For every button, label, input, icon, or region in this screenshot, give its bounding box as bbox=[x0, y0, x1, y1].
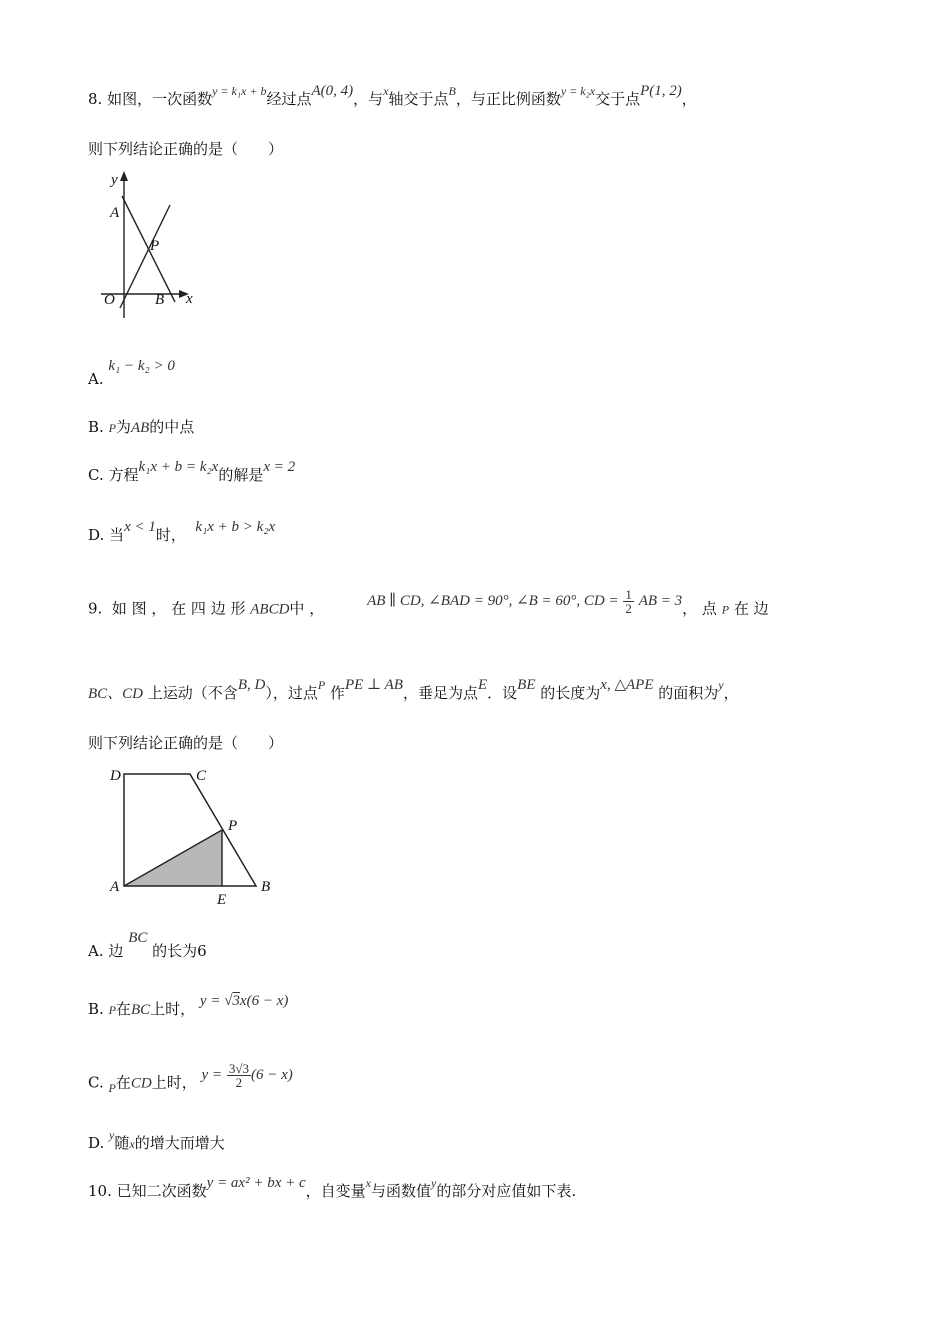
option-label: C. bbox=[88, 466, 104, 484]
q10-math: y bbox=[431, 1176, 437, 1190]
q10-quadratic-function: y = ax² + bx + c bbox=[206, 1175, 306, 1191]
q9-text: 如 图 ， 在 四 边 形 bbox=[111, 599, 246, 618]
q9-text: 在 边 bbox=[733, 599, 769, 618]
q9-math: P bbox=[317, 678, 326, 692]
q9-option-d-text: 的增大而增大 bbox=[134, 1134, 225, 1152]
q8-label-p: P bbox=[150, 238, 160, 254]
q9-math: P bbox=[721, 602, 730, 617]
q9-fraction bbox=[623, 588, 634, 615]
q10-text: ，自变量 bbox=[305, 1182, 366, 1200]
q8-option-c-text: 方程 bbox=[108, 466, 139, 484]
q9-figure bbox=[104, 764, 284, 910]
q8-y-arrow bbox=[120, 171, 128, 181]
q9-option-b-math: BC bbox=[130, 1002, 151, 1018]
q9-text: ， bbox=[723, 684, 739, 702]
q8-text: ，与 bbox=[353, 90, 384, 108]
q9-option-c-fraction bbox=[227, 1062, 251, 1089]
option-label: D. bbox=[88, 526, 105, 544]
q9-option-d-math: x bbox=[129, 1137, 135, 1151]
q8-option-b-math: P bbox=[108, 421, 116, 435]
q9-label-c: C bbox=[196, 768, 207, 784]
q9-option-d[interactable] bbox=[88, 1128, 225, 1155]
q9-option-c-math: P bbox=[108, 1080, 116, 1095]
q8-option-c-math: k₁x + b = k₂x bbox=[138, 459, 219, 475]
q9-stem-line1 bbox=[88, 587, 769, 623]
q9-stem-line3: 则下列结论正确的是（ ） bbox=[88, 734, 284, 752]
q9-option-a-math: BC bbox=[128, 930, 148, 946]
q9-math: PE ⊥ AB bbox=[344, 677, 403, 693]
q9-option-c-math: CD bbox=[130, 1075, 152, 1092]
q8-text: 交于点 bbox=[595, 90, 641, 108]
q8-label-b: B bbox=[155, 292, 165, 308]
q10-text: 已知二次函数 bbox=[116, 1182, 207, 1200]
q8-number: 8. bbox=[88, 90, 103, 108]
q9-fraction-num: 1 bbox=[625, 587, 632, 602]
q9-text: ．设 bbox=[487, 684, 518, 702]
q10-stem bbox=[88, 1175, 577, 1203]
q8-option-d-text: 当 bbox=[109, 526, 125, 544]
q9-option-d-math: y bbox=[109, 1128, 115, 1142]
q9-math: y bbox=[718, 678, 724, 692]
q10-text: 与函数值 bbox=[371, 1182, 432, 1200]
q8-linear-function: y = k₁x + b bbox=[212, 84, 267, 98]
q8-proportional-function: y = k₂x bbox=[560, 84, 596, 98]
q8-option-b-math: AB bbox=[130, 420, 150, 436]
q8-option-b-text: 的中点 bbox=[149, 418, 195, 436]
q9-text: ，垂足为点 bbox=[402, 684, 478, 702]
q9-text: 中 ， bbox=[289, 599, 325, 618]
q9-option-c-formula-lhs: y = bbox=[201, 1066, 223, 1083]
option-label: B. bbox=[88, 418, 104, 436]
option-label: B. bbox=[88, 1000, 104, 1018]
q8-label-a: A bbox=[110, 205, 120, 221]
q9-label-b: B bbox=[261, 879, 271, 895]
q8-text: ，与正比例函数 bbox=[455, 90, 561, 108]
q9-text: ），过点 bbox=[265, 684, 318, 702]
q9-option-a-text: 的长为6 bbox=[152, 942, 207, 960]
option-label: D. bbox=[88, 1134, 105, 1152]
q10-math: x bbox=[365, 1176, 371, 1190]
q8-option-a[interactable] bbox=[88, 358, 175, 391]
q9-option-c-fraction-den: 2 bbox=[235, 1075, 243, 1090]
q9-math: BE bbox=[517, 677, 536, 693]
q9-option-b-formula-rhs: x(6 − x) bbox=[239, 993, 289, 1009]
q8-option-c[interactable] bbox=[88, 459, 296, 487]
q8-point-b: B bbox=[448, 84, 456, 98]
q9-math: E bbox=[477, 677, 488, 693]
q8-label-x: x bbox=[186, 291, 193, 307]
q9-stem-line2 bbox=[88, 677, 739, 705]
q8-option-d-math: x < 1 bbox=[124, 519, 156, 535]
q8-point-a: A(0, 4) bbox=[311, 83, 354, 99]
q9-math: x, △APE bbox=[600, 677, 654, 693]
q8-option-b[interactable] bbox=[88, 416, 194, 439]
q8-text: 轴交于点 bbox=[388, 90, 449, 108]
q9-option-b-text: 上时， bbox=[150, 1000, 196, 1018]
q9-math: B, D bbox=[237, 677, 266, 693]
q9-text: ， 点 bbox=[682, 599, 717, 618]
q8-label-o: O bbox=[104, 292, 115, 308]
q8-text: 如图，一次函数 bbox=[107, 90, 213, 108]
q8-stem-line2: 则下列结论正确的是（ ） bbox=[88, 140, 284, 158]
q9-option-c-formula-rhs: (6 − x) bbox=[250, 1066, 293, 1083]
q10-number: 10. bbox=[88, 1182, 112, 1200]
q9-option-a-text: 边 bbox=[108, 942, 124, 960]
q8-option-c-text: 的解是 bbox=[218, 466, 264, 484]
q9-label-p: P bbox=[228, 818, 238, 834]
q9-condition-math: AB ∥ CD, ∠BAD = 90°, ∠B = 60°, CD = bbox=[367, 592, 619, 609]
q8-text: ， bbox=[681, 90, 697, 108]
q9-fraction-den: 2 bbox=[625, 601, 632, 616]
q8-option-b-text: 为 bbox=[115, 418, 131, 436]
q8-point-p: P(1, 2) bbox=[640, 83, 682, 99]
q8-option-d-text: 时， bbox=[155, 526, 186, 544]
q9-option-c-text: 上时， bbox=[151, 1073, 197, 1092]
q9-condition-math: AB = 3 bbox=[638, 592, 683, 609]
q9-option-b-formula: y = √3x(6 − x) bbox=[199, 993, 289, 1009]
q8-stem-line1 bbox=[88, 83, 697, 111]
q9-text: 的长度为 bbox=[540, 684, 601, 702]
q8-option-a-math: k₁ − k₂ > 0 bbox=[108, 358, 175, 374]
option-label: A. bbox=[88, 942, 104, 960]
q9-option-b[interactable] bbox=[88, 993, 289, 1021]
q9-text: 作 bbox=[329, 684, 345, 702]
q8-option-d-math: k₁x + b > k₂x bbox=[195, 519, 276, 535]
q9-option-c-text: 在 bbox=[115, 1073, 131, 1092]
q9-option-c-fraction-num: 3√3 bbox=[228, 1061, 249, 1076]
q8-x-var: x bbox=[383, 84, 389, 98]
q9-text: 上运动（不含 bbox=[147, 684, 238, 702]
q9-option-a[interactable] bbox=[88, 930, 207, 963]
q9-number: 9. bbox=[88, 599, 103, 618]
q8-option-d[interactable] bbox=[88, 519, 276, 547]
q9-option-d-text: 随 bbox=[114, 1134, 130, 1152]
option-label: A. bbox=[88, 370, 104, 388]
q8-graph bbox=[95, 168, 205, 328]
q9-option-b-formula-lhs: y = bbox=[199, 993, 225, 1009]
q9-label-d: D bbox=[110, 768, 121, 784]
q8-option-c-math: x = 2 bbox=[263, 459, 296, 475]
q9-label-e: E bbox=[217, 892, 227, 908]
q9-label-a: A bbox=[110, 879, 120, 895]
q8-label-y: y bbox=[111, 172, 118, 188]
option-label: C. bbox=[88, 1073, 104, 1092]
q8-text: 经过点 bbox=[266, 90, 312, 108]
q9-math: BC、CD bbox=[88, 686, 144, 702]
q9-text: 的面积为 bbox=[658, 684, 719, 702]
q9-math: ABCD bbox=[250, 601, 290, 618]
q9-option-c[interactable] bbox=[88, 1061, 293, 1097]
q9-option-b-math: P bbox=[108, 1003, 116, 1017]
q9-option-b-radicand: 3 bbox=[232, 993, 240, 1009]
q10-text: 的部分对应值如下表. bbox=[436, 1182, 577, 1200]
q9-option-b-text: 在 bbox=[115, 1000, 131, 1018]
